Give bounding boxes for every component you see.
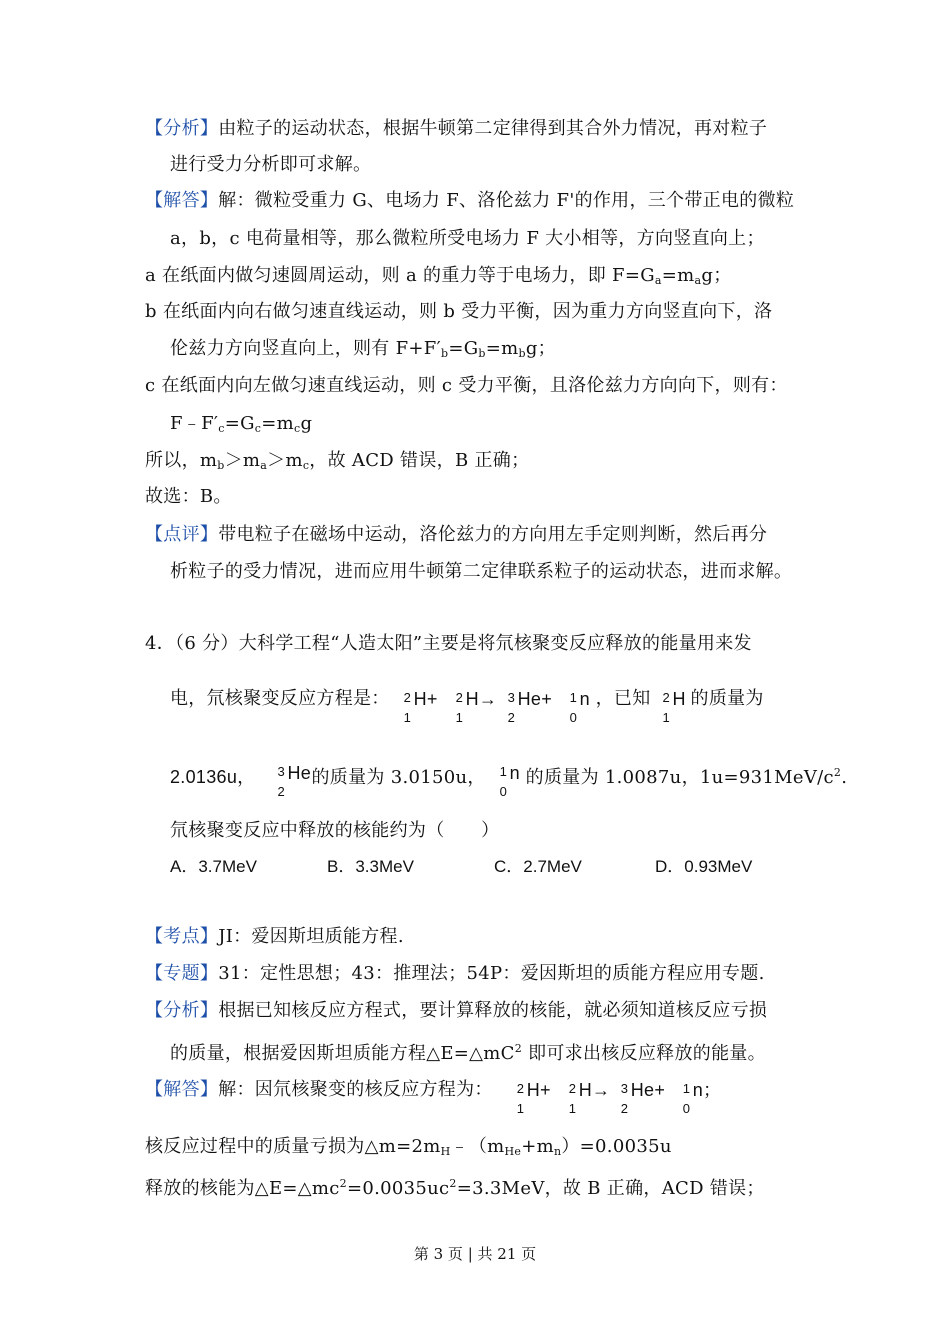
solution-4-line-2: 核反应过程中的质量亏损为$\triangle m=2m_H﹣(m_{He}+m_n)=0.0035u$ bbox=[145, 1136, 672, 1158]
analysis-tag: 【分析】 bbox=[145, 118, 219, 139]
solution-4-line-1: 【解答】解：因氘核聚变的核反应方程为： 2 1 H+ 2 1 H→ 3 2 He+ 1 0 n； bbox=[145, 1079, 722, 1116]
nuclide-n-2: 1 0 n bbox=[499, 763, 520, 799]
solution-line-8: 所以，$m_b>m_a>m_c$，故 ACD 错误，B 正确； bbox=[145, 450, 530, 472]
option-b: B．3.3MeV bbox=[327, 857, 414, 876]
analysis-line-1 bbox=[145, 116, 810, 142]
option-d: D．0.93MeV bbox=[655, 857, 753, 876]
zhuanti-line: 【专题】31：定性思想；43：推理法；54P：爱因斯坦的质能方程应用专题. bbox=[145, 963, 765, 984]
solution-line-5: 伦兹力方向竖直向上，则有 $F+F'_b=G_b=m_bg$； bbox=[170, 338, 556, 360]
comment-line-1: 【点评】带电粒子在磁场中运动，洛伦兹力的方向用左手定则判断，然后再分 bbox=[145, 524, 768, 545]
solution-line-1 bbox=[145, 188, 810, 214]
nuclide-n-3: 1 0 n； bbox=[682, 1080, 722, 1116]
option-a: A．3.7MeV bbox=[170, 857, 257, 876]
analysis-4-line-2: 的质量，根据爱因斯坦质能方程$\triangle E=\triangle mC^2$ 即可求出核反应释放的能量。 bbox=[170, 1042, 766, 1064]
solution-line-9: 故选：B。 bbox=[145, 486, 232, 507]
comment-line-2: 析粒子的受力情况，进而应用牛顿第二定律联系粒子的运动状态，进而求解。 bbox=[170, 561, 793, 582]
nuclide-He-plus-2: 3 2 He+ bbox=[620, 1080, 666, 1116]
solution-4-tag: 【解答】 bbox=[145, 1079, 219, 1100]
nuclide-H-arrow-2: 2 1 H→ bbox=[568, 1080, 611, 1116]
nuclide-n: 1 0 n bbox=[569, 689, 590, 725]
solution-line-2: a，b，c 电荷量相等，那么微粒所受电场力 F 大小相等，方向竖直向上； bbox=[170, 228, 765, 249]
nuclide-H-plus: 2 1 H+ bbox=[403, 689, 438, 725]
nuclide-H-arrow: 2 1 H→ bbox=[455, 689, 498, 725]
comment-tag: 【点评】 bbox=[145, 524, 219, 545]
nuclide-He: 3 2 He bbox=[277, 763, 312, 799]
option-c: C．2.7MeV bbox=[494, 857, 582, 876]
question-4-line-1: 4．（6 分）大科学工程“人造太阳”主要是将氘核聚变反应释放的能量用来发 bbox=[145, 633, 752, 654]
page-footer: 第 3 页 | 共 21 页 bbox=[413, 1245, 537, 1263]
options-row bbox=[170, 852, 810, 878]
nuclide-He-plus: 3 2 He+ bbox=[507, 689, 553, 725]
zhuanti-tag: 【专题】 bbox=[145, 963, 219, 984]
kaodian-tag: 【考点】 bbox=[145, 926, 219, 947]
nuclide-H-plus-2: 2 1 H+ bbox=[516, 1080, 551, 1116]
question-4-line-2: 电，氘核聚变反应方程是： 2 1 H+ 2 1 H→ 3 2 He+ 1 0 n ，已知 2 1 H 的质量为 bbox=[170, 688, 764, 725]
solution-text: 解：微粒受重力 G、电场力 F、洛伦兹力 F'的作用，三个带正电的微粒 bbox=[218, 190, 795, 211]
analysis-line-2: 进行受力分析即可求解。 bbox=[170, 154, 372, 175]
solution-4-line-3: 释放的核能为$\triangle E=\triangle mc^2=0.0035uc^2=3.3MeV$，故 B 正确，ACD 错误； bbox=[145, 1177, 765, 1199]
solution-line-6: c 在纸面内向左做匀速直线运动，则 c 受力平衡，且洛伦兹力方向向下，则有： bbox=[145, 375, 788, 396]
solution-line-7: $F﹣F'_c=G_c=m_cg$ bbox=[170, 413, 313, 435]
solution-line-4: b 在纸面内向右做匀速直线运动，则 b 受力平衡，因为重力方向竖直向下，洛 bbox=[145, 301, 773, 322]
nuclide-H: 2 1 H bbox=[662, 689, 686, 725]
question-4-line-3: 2.0136u， 3 2 He 的质量为 3.0150u， 1 0 n 的质量为 1.0087u，$1u=931MeV/c^2$. bbox=[170, 760, 835, 800]
analysis-4-line-1: 【分析】根据已知核反应方程式，要计算释放的核能，就必须知道核反应亏损 bbox=[145, 1000, 768, 1021]
question-4-line-4: 氘核聚变反应中释放的核能约为（ ） bbox=[170, 820, 500, 841]
solution-line-3: a 在纸面内做匀速圆周运动，则 a 的重力等于电场力，即 $F=G_a=m_ag$； bbox=[145, 265, 732, 287]
kaodian-line: 【考点】JI：爱因斯坦质能方程. bbox=[145, 926, 404, 947]
analysis-text: 由粒子的运动状态，根据牛顿第二定律得到其合外力情况，再对粒子 bbox=[218, 118, 768, 139]
solution-tag: 【解答】 bbox=[145, 190, 219, 211]
analysis-4-tag: 【分析】 bbox=[145, 1000, 219, 1021]
